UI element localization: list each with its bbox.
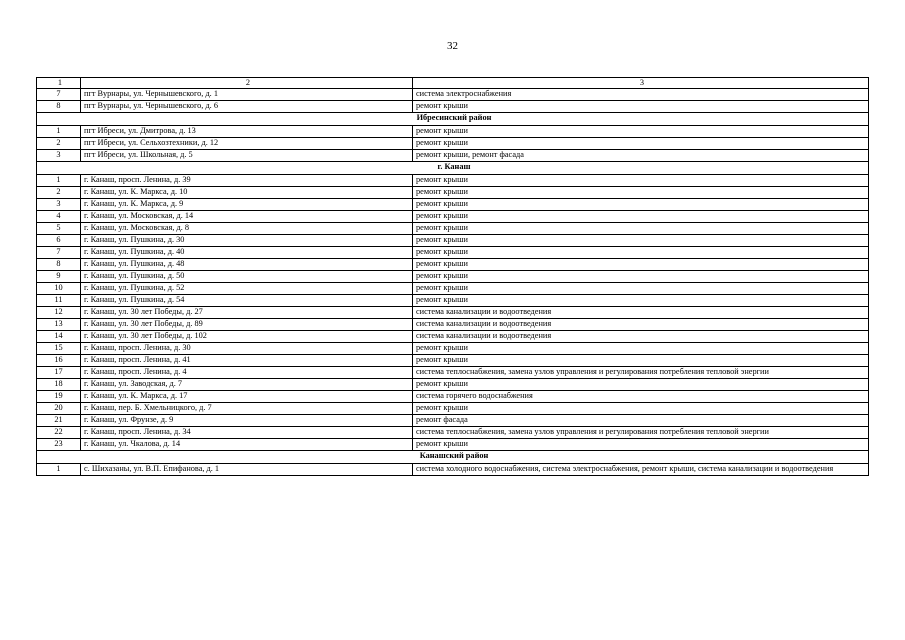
work-type-cell: система канализации и водоотведения [413,331,869,343]
work-type-cell: ремонт крыши [413,138,869,150]
work-type-cell: ремонт крыши [413,235,869,247]
row-number-cell: 17 [37,367,81,379]
row-number-cell: 15 [37,343,81,355]
table-body [37,78,869,476]
work-type-cell: система горячего водоснабжения [413,391,869,403]
section-title: Канашский район [37,451,869,464]
work-type-cell: ремонт крыши, ремонт фасада [413,150,869,162]
work-type-cell: ремонт крыши [413,343,869,355]
address-cell: г. Канаш, ул. Пушкина, д. 30 [81,235,413,247]
row-number-cell: 2 [37,187,81,199]
work-type-cell: система электроснабжения [413,89,869,101]
address-cell: г. Канаш, пер. Б. Хмельницкого, д. 7 [81,403,413,415]
address-cell: с. Шихазаны, ул. В.П. Епифанова, д. 1 [81,464,413,476]
table-row [37,223,869,235]
table-row [37,295,869,307]
work-type-cell: ремонт крыши [413,126,869,138]
row-number-cell: 1 [37,464,81,476]
table-row [37,319,869,331]
row-number-cell: 10 [37,283,81,295]
row-number-cell: 9 [37,271,81,283]
row-number-cell: 6 [37,235,81,247]
address-cell: г. Канаш, ул. К. Маркса, д. 9 [81,199,413,211]
address-cell: г. Канаш, ул. Пушкина, д. 50 [81,271,413,283]
row-number-cell: 11 [37,295,81,307]
work-type-cell: ремонт крыши [413,247,869,259]
work-type-cell: ремонт крыши [413,175,869,187]
row-number-cell: 1 [37,126,81,138]
address-cell: г. Канаш, ул. 30 лет Победы, д. 89 [81,319,413,331]
address-cell: г. Канаш, ул. 30 лет Победы, д. 27 [81,307,413,319]
table-row [37,283,869,295]
table-row [37,379,869,391]
row-number-cell: 20 [37,403,81,415]
work-type-cell: ремонт крыши [413,259,869,271]
row-number-cell: 21 [37,415,81,427]
table-row [37,464,869,476]
table-row [37,89,869,101]
address-cell: г. Канаш, ул. Пушкина, д. 40 [81,247,413,259]
row-number-cell: 22 [37,427,81,439]
row-number-cell: 3 [37,150,81,162]
row-number-cell: 12 [37,307,81,319]
table-row [37,343,869,355]
work-type-cell: ремонт крыши [413,283,869,295]
address-cell: г. Канаш, ул. Пушкина, д. 54 [81,295,413,307]
row-number-cell: 23 [37,439,81,451]
row-number-cell: 16 [37,355,81,367]
work-type-cell: ремонт крыши [413,187,869,199]
address-cell: г. Канаш, просп. Ленина, д. 34 [81,427,413,439]
table-row [37,126,869,138]
work-type-cell: ремонт крыши [413,295,869,307]
row-number-cell: 18 [37,379,81,391]
work-type-cell: ремонт крыши [413,439,869,451]
work-type-cell: ремонт крыши [413,271,869,283]
address-cell: г. Канаш, просп. Ленина, д. 30 [81,343,413,355]
address-cell: г. Канаш, ул. Чкалова, д. 14 [81,439,413,451]
table-header-row [37,78,869,89]
table-row [37,355,869,367]
work-type-cell: система теплоснабжения, замена узлов управления и регулирования потребления тепловой энергии [413,427,869,439]
address-cell: пгт Ибреси, ул. Сельхозтехники, д. 12 [81,138,413,150]
work-type-cell: ремонт фасада [413,415,869,427]
work-type-cell: ремонт крыши [413,101,869,113]
address-cell: г. Канаш, просп. Ленина, д. 39 [81,175,413,187]
address-cell: г. Канаш, ул. Пушкина, д. 48 [81,259,413,271]
section-heading-row [37,113,869,126]
row-number-cell: 19 [37,391,81,403]
address-cell: г. Канаш, просп. Ленина, д. 4 [81,367,413,379]
work-type-cell: система холодного водоснабжения, система электроснабжения, ремонт крыши, система канализации и водоотведения [413,464,869,476]
section-title: г. Канаш [37,162,869,175]
work-type-cell: система канализации и водоотведения [413,307,869,319]
table-row [37,271,869,283]
row-number-cell: 8 [37,259,81,271]
address-cell: пгт Вурнары, ул. Чернышевского, д. 1 [81,89,413,101]
row-number-cell: 1 [37,175,81,187]
section-title: Ибресинский район [37,113,869,126]
table-row [37,391,869,403]
row-number-cell: 7 [37,247,81,259]
row-number-cell: 5 [37,223,81,235]
row-number-cell: 7 [37,89,81,101]
address-cell: г. Канаш, ул. К. Маркса, д. 10 [81,187,413,199]
row-number-cell: 3 [37,199,81,211]
section-heading-row [37,162,869,175]
address-cell: г. Канаш, просп. Ленина, д. 41 [81,355,413,367]
row-number-cell: 14 [37,331,81,343]
address-cell: г. Канаш, ул. Московская, д. 8 [81,223,413,235]
table-row [37,199,869,211]
table-row [37,101,869,113]
table-row [37,175,869,187]
table-row [37,235,869,247]
table-row [37,403,869,415]
work-type-cell: ремонт крыши [413,223,869,235]
address-cell: г. Канаш, ул. К. Маркса, д. 17 [81,391,413,403]
table-row [37,415,869,427]
row-number-cell: 4 [37,211,81,223]
table-row [37,331,869,343]
table-row [37,247,869,259]
work-type-cell: ремонт крыши [413,379,869,391]
column-header-2: 2 [81,78,413,89]
table-row [37,150,869,162]
table-row [37,259,869,271]
work-type-cell: ремонт крыши [413,355,869,367]
row-number-cell: 13 [37,319,81,331]
section-heading-row [37,451,869,464]
address-cell: пгт Ибреси, ул. Дмитрова, д. 13 [81,126,413,138]
address-cell: г. Канаш, ул. Заводская, д. 7 [81,379,413,391]
work-type-cell: ремонт крыши [413,403,869,415]
address-cell: пгт Вурнары, ул. Чернышевского, д. 6 [81,101,413,113]
work-type-cell: ремонт крыши [413,211,869,223]
table-row [37,138,869,150]
work-type-cell: ремонт крыши [413,199,869,211]
column-header-1: 1 [37,78,81,89]
table-row [37,367,869,379]
table-row [37,307,869,319]
table-row [37,439,869,451]
row-number-cell: 8 [37,101,81,113]
table-row [37,427,869,439]
work-type-cell: система канализации и водоотведения [413,319,869,331]
repair-table [36,77,869,476]
page-number: 32 [447,40,458,52]
address-cell: г. Канаш, ул. 30 лет Победы, д. 102 [81,331,413,343]
address-cell: пгт Ибреси, ул. Школьная, д. 5 [81,150,413,162]
address-cell: г. Канаш, ул. Фрунзе, д. 9 [81,415,413,427]
column-header-3: 3 [413,78,869,89]
work-type-cell: система теплоснабжения, замена узлов управления и регулирования потребления тепловой энергии [413,367,869,379]
address-cell: г. Канаш, ул. Московская, д. 14 [81,211,413,223]
row-number-cell: 2 [37,138,81,150]
address-cell: г. Канаш, ул. Пушкина, д. 52 [81,283,413,295]
table-row [37,187,869,199]
table-row [37,211,869,223]
